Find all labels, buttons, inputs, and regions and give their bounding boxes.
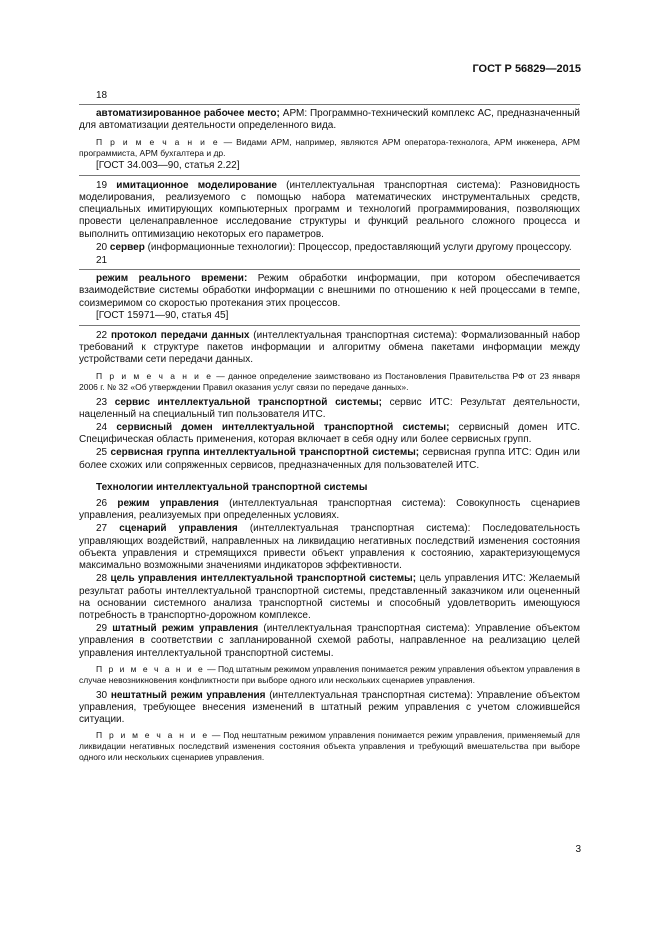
term-definition: (интеллектуальная транспортная система): Разновидность моделирования, реализуемого с помощью набора математических инструментальных средств, специальных имитирующих компьютерных программ и технологий программирования, позволяющих провести целенаправленное исследование структуры и функций реального сложного процесса и выполнить оптимизацию некоторых его параметров.	[79, 179, 581, 240]
term-source-18: [ГОСТ 34.003—90, статья 2.22]	[96, 159, 240, 171]
term-title: сервисная группа интеллектуальной транспортной системы;	[110, 447, 420, 459]
term-definition: цель управления ИТС: Желаемый результат работы интеллектуальной транспортной системы, представленный заказчиком или оцененный на основании системного анализа транспортной системы и способный удовлетворить имеющуюся потребность в транспортно-дорожном комплексе.	[79, 573, 580, 621]
term-number: 29	[96, 623, 108, 635]
term-entry-27	[79, 523, 580, 572]
term-title: сервисный домен интеллектуальной транспортной системы;	[116, 422, 450, 434]
term-number: 28	[96, 573, 108, 585]
term-box-21	[79, 269, 580, 326]
term-number: 20	[96, 241, 108, 253]
note-label: П р и м е ч а н и е	[96, 370, 213, 381]
term-definition: (интеллектуальная транспортная система): Совокупность сценариев управления, реализуемых при определенных условиях.	[79, 498, 581, 522]
term-entry-23	[79, 397, 580, 421]
term-title: штатный режим управления	[112, 623, 259, 635]
term-definition: сервисная группа ИТС: Один или более схожих или сопряженных сервисов, предназначенных для пользователей ИТС.	[79, 447, 581, 471]
section-heading: Технологии интеллектуальной транспортной системы	[96, 481, 368, 493]
term-definition: (интеллектуальная транспортная система): Управление объектом управления в соответствии с запланированной схемой работы, направленное на реализацию целей управления интеллектуальной транспортной системы.	[79, 623, 580, 659]
term-entry-19	[79, 180, 580, 241]
term-number: 19	[96, 179, 108, 191]
term-entry-22	[79, 330, 580, 367]
term-title: протокол передачи данных	[110, 330, 250, 342]
note-text: — Под штатным режимом управления понимается режим управления объектом управления в случае невозникновения конфликтности при выборе одного или нескольких сценариев управления.	[79, 663, 580, 685]
term-number: 18	[96, 90, 108, 101]
document-body	[79, 90, 580, 763]
term-entry-30	[79, 690, 580, 727]
term-entry-20	[79, 242, 580, 254]
term-note-18	[79, 137, 580, 159]
note-text: — данное определение заимствовано из Постановления Правительства РФ от 23 января 2006 г. № 32 «Об утверждении Правил оказания услуг связи по передаче данных».	[79, 370, 580, 392]
term-definition: сервис ИТС: Результат деятельности, нацеленный на специальный тип пользователя ИТС.	[79, 396, 580, 420]
term-definition: (интеллектуальная транспортная система): Управление объектом управления, требующее внесения изменений в штатный режим управления с учетом сложившейся ситуации.	[79, 689, 581, 726]
term-title: сервер	[109, 241, 145, 253]
term-definition: Режим обработки информации, при котором обеспечивается взаимодействие системы обработки информации с внешними по отношению к ней процессами в темпе, соизмеримом со скоростью протекания этих процессов.	[79, 273, 580, 309]
term-number: 25	[96, 447, 108, 459]
term-note-30	[79, 730, 580, 763]
note-text: — Под нештатным режимом управления понимается режим управления, применяемый для ликвидации негативных последствий изменения состояния объекта управления и требующий вмешательства при выборе одного или нескольких сценариев управления.	[79, 730, 580, 763]
term-number: 22	[96, 330, 108, 342]
term-entry-26	[79, 498, 580, 522]
term-number: 23	[96, 396, 108, 408]
term-number: 26	[96, 498, 108, 510]
term-entry-25	[79, 447, 580, 471]
standard-designation: ГОСТ Р 56829—2015	[472, 63, 581, 75]
term-title: режим управления	[117, 498, 219, 510]
term-number: 30	[96, 689, 108, 701]
term-title: нештатный режим управления	[110, 689, 266, 701]
term-entry-29	[79, 623, 580, 660]
term-entry-21	[79, 273, 580, 310]
note-label: П р и м е ч а н и е	[96, 663, 205, 674]
term-title: имитационное моделирование	[116, 179, 277, 191]
term-number: 27	[96, 523, 108, 535]
term-entry-24	[79, 422, 580, 446]
term-definition: (интеллектуальная транспортная система): Последовательность управляющих воздействий, направленных на ликвидацию негативных последствий изменения состояния объекта управления и стремящихся привести объект управления к состоянию, характеризующемуся максимально возможными значениями индикаторов эффективности.	[79, 523, 580, 572]
term-definition: АРМ: Программно-технический комплекс АС, предназначенный для автоматизации деятельности определенного вида.	[79, 108, 581, 132]
term-title: сервис интеллектуальной транспортной системы;	[114, 396, 382, 408]
term-note-22	[79, 371, 580, 393]
term-number: 24	[96, 422, 108, 434]
page-number: 3	[575, 844, 581, 855]
term-title: режим реального времени:	[96, 273, 248, 285]
term-title: автоматизированное рабочее место;	[96, 108, 280, 120]
note-label: П р и м е ч а н и е	[96, 136, 220, 147]
term-definition: (интеллектуальная транспортная система): Формализованный набор требований к структуре пакетов информации и алгоритму обмена пакетами информации между устройствами сети передачи данных.	[79, 330, 580, 366]
term-box-18	[79, 104, 580, 176]
note-label: П р и м е ч а н и е	[96, 730, 210, 741]
term-note-29	[79, 664, 580, 686]
term-entry-28	[79, 573, 580, 622]
note-text: — Видами АРМ, например, являются АРМ оператора-технолога, АРМ инженера, АРМ программиста, АРМ бухгалтера и др.	[79, 136, 580, 158]
term-definition: (информационные технологии): Процессор, предоставляющий услуги другому процессору.	[144, 241, 572, 253]
term-definition: сервисный домен ИТС. Специфическая область применения, которая включает в себя одну или более сервисных групп.	[79, 422, 581, 446]
term-title: цель управления интеллектуальной транспортной системы;	[110, 573, 417, 585]
term-number: 21	[96, 255, 108, 267]
term-source-21: [ГОСТ 15971—90, статья 45]	[96, 309, 229, 321]
term-title: сценарий управления	[119, 523, 238, 535]
term-entry-18	[79, 108, 580, 132]
